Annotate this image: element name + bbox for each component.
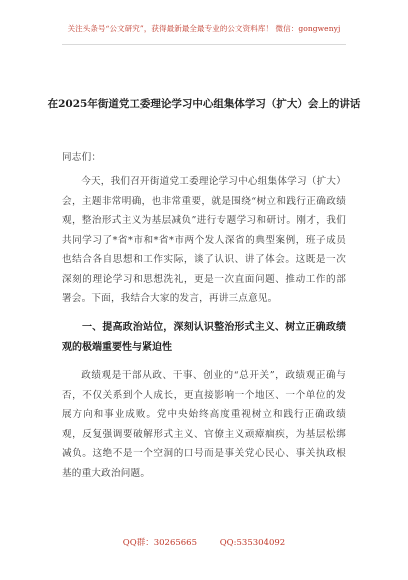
- header-banner: 关注头条号“公文研究”，获得最新最全最专业的公文资料库！ 微信：gongwenyj: [67, 24, 341, 33]
- section-heading-1: 一、提高政治站位，深刻认识整治形式主义、树立正确政绩观的极端重要性与紧迫性: [62, 322, 346, 353]
- salutation: 同志们：: [62, 152, 102, 163]
- paragraph-intro: 今天，我们召开街道党工委理论学习中心组集体学习（扩大）会，主题非常明确，也非常重要，就是围绕“树立和践行正确政绩观，整治形式主义为基层减负”进行专题学习和研讨。刚才，我们共同学习了*省*市和*省*市两个发人深省的典型案例，班子成员也结合各自思想和工作实际，谈了认识、讲了体会。这既是一次深刻的理论学习和思想洗礼，更是一次直面问题、推动工作的部署会。下面，我结合大家的发言，再讲三点意见。: [62, 176, 346, 304]
- header-divider: [62, 44, 346, 45]
- document-title: 在2025年街道党工委理论学习中心组集体学习（扩大）会上的讲话: [47, 98, 361, 110]
- footer-qq-contacts: QQ群：30265665 QQ:535304092: [122, 538, 286, 548]
- paragraph-section-1: 政绩观是干部从政、干事、创业的“总开关”，政绩观正确与否，不仅关系到个人成长，更直接影响一个地区、一个单位的发展方向和事业成败。党中央始终高度重视树立和践行正确政绩观，反复强调要破解形式主义、官僚主义顽瘴痼疾，为基层松绑减负。这绝不是一个空洞的口号而是事关党心民心、事关执政根基的重大政治问题。: [62, 370, 346, 479]
